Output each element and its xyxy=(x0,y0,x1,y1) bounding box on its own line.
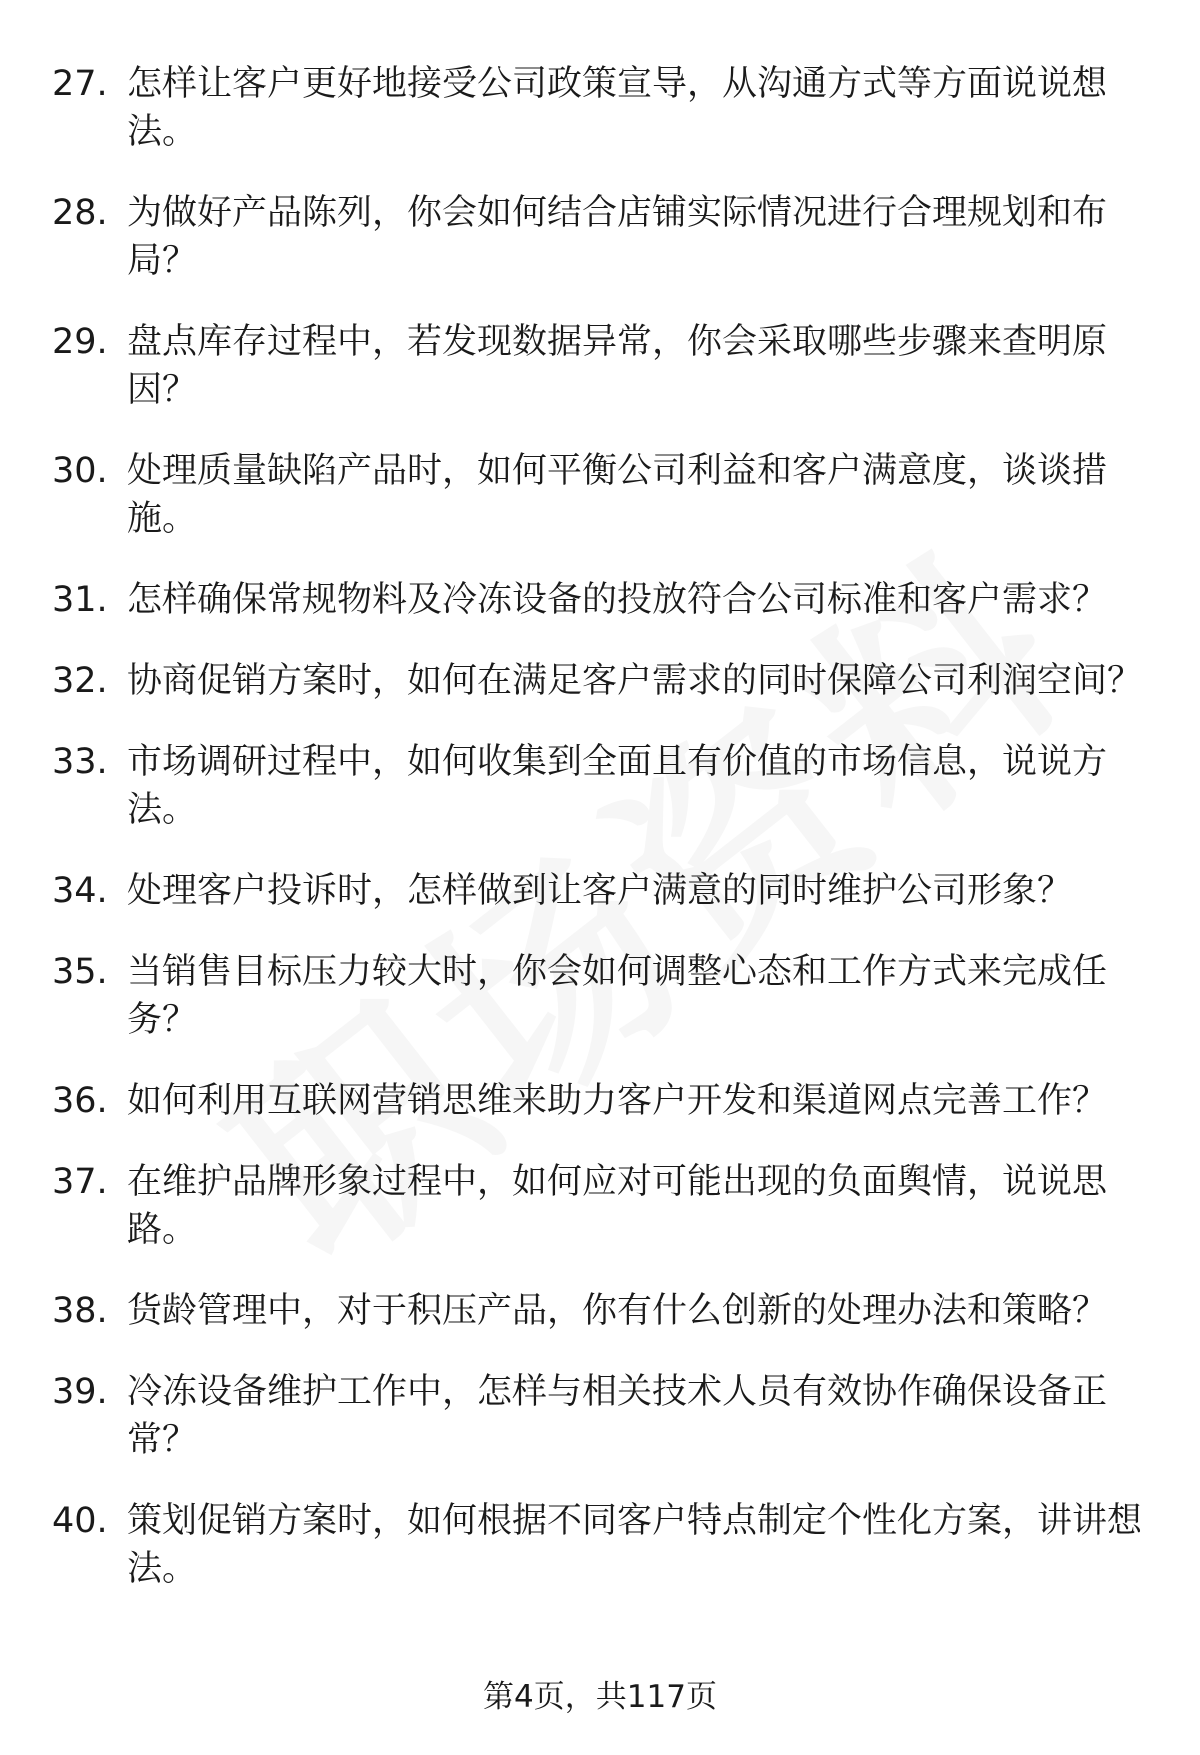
question-item xyxy=(52,657,1142,705)
question-number: 37. xyxy=(52,1162,108,1202)
question-text: 怎样确保常规物料及冷冻设备的投放符合公司标准和客户需求？ xyxy=(127,580,1108,620)
question-text: 盘点库存过程中，若发现数据异常，你会采取哪些步骤来查明原因？ xyxy=(127,322,1108,410)
question-item xyxy=(52,1497,1142,1593)
question-item xyxy=(52,1368,1142,1464)
question-number: 29. xyxy=(52,322,108,362)
question-item xyxy=(52,738,1142,834)
question-text: 冷冻设备维护工作中，怎样与相关技术人员有效协作确保设备正常？ xyxy=(127,1372,1108,1460)
question-number: 30. xyxy=(52,451,108,491)
question-item xyxy=(52,867,1142,915)
question-item xyxy=(52,576,1142,624)
question-item xyxy=(52,948,1142,1044)
question-number: 40. xyxy=(52,1501,108,1541)
question-text: 为做好产品陈列，你会如何结合店铺实际情况进行合理规划和布局？ xyxy=(127,193,1108,281)
question-number: 28. xyxy=(52,193,108,233)
question-text: 策划促销方案时，如何根据不同客户特点制定个性化方案，讲讲想法。 xyxy=(127,1501,1143,1589)
question-text: 怎样让客户更好地接受公司政策宣导，从沟通方式等方面说说想法。 xyxy=(127,64,1108,152)
question-text: 当销售目标压力较大时，你会如何调整心态和工作方式来完成任务？ xyxy=(127,952,1108,1040)
question-number: 36. xyxy=(52,1081,108,1121)
question-number: 33. xyxy=(52,742,108,782)
question-number: 31. xyxy=(52,580,108,620)
question-number: 38. xyxy=(52,1291,108,1331)
question-number: 27. xyxy=(52,64,108,104)
question-item xyxy=(52,189,1142,285)
question-item xyxy=(52,318,1142,414)
question-item xyxy=(52,60,1142,156)
question-item xyxy=(52,1158,1142,1254)
question-item xyxy=(52,1077,1142,1125)
question-text: 处理客户投诉时，怎样做到让客户满意的同时维护公司形象？ xyxy=(127,871,1073,911)
question-text: 如何利用互联网营销思维来助力客户开发和渠道网点完善工作？ xyxy=(127,1081,1108,1121)
question-text: 市场调研过程中，如何收集到全面且有价值的市场信息，说说方法。 xyxy=(127,742,1108,830)
question-item xyxy=(52,1287,1142,1335)
question-text: 处理质量缺陷产品时，如何平衡公司利益和客户满意度，谈谈措施。 xyxy=(127,451,1108,539)
question-item xyxy=(52,447,1142,543)
question-number: 35. xyxy=(52,952,108,992)
question-text: 在维护品牌形象过程中，如何应对可能出现的负面舆情，说说思路。 xyxy=(127,1162,1108,1250)
question-list xyxy=(52,60,1142,1626)
question-number: 34. xyxy=(52,871,108,911)
question-number: 39. xyxy=(52,1372,108,1412)
page-number-footer: 第4页，共117页 xyxy=(483,1679,717,1715)
question-number: 32. xyxy=(52,661,108,701)
question-text: 货龄管理中，对于积压产品，你有什么创新的处理办法和策略？ xyxy=(127,1291,1108,1331)
question-text: 协商促销方案时，如何在满足客户需求的同时保障公司利润空间？ xyxy=(127,661,1143,701)
